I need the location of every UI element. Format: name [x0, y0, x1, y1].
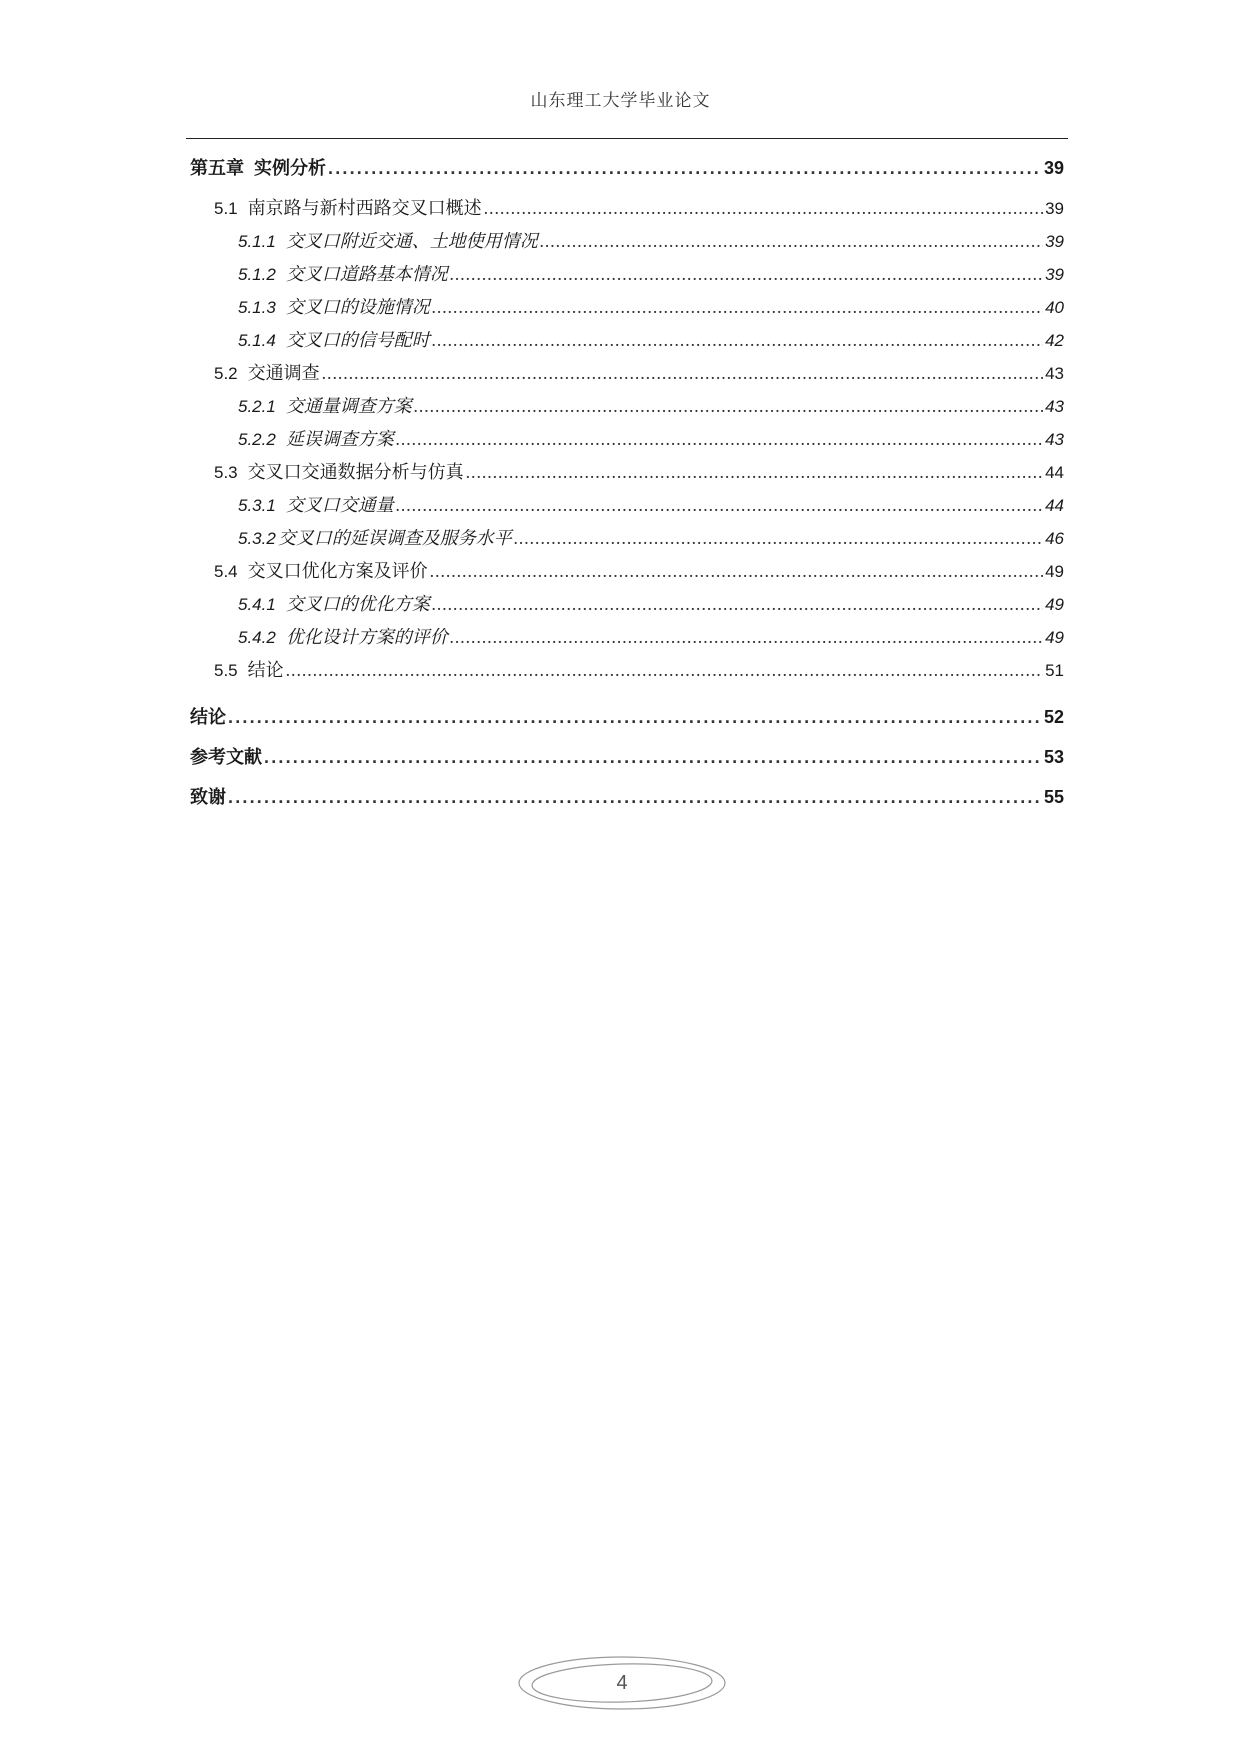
- toc-entry-number: 5.1.1: [238, 232, 276, 251]
- toc-entry-page: 42: [1045, 331, 1064, 350]
- toc-entry-5-1[interactable]: [190, 192, 1064, 225]
- dot-leader: [264, 741, 1042, 774]
- toc-entry-title: 交叉口道路基本情况: [285, 264, 448, 284]
- toc-entry-title: 参考文献: [190, 747, 262, 767]
- toc-entry-number: 5.4: [214, 562, 238, 581]
- toc-entry-number: 5.2.1: [238, 397, 276, 416]
- dot-leader: [430, 555, 1043, 588]
- table-of-contents: [190, 152, 1064, 814]
- toc-entry-page: 39: [1043, 158, 1064, 178]
- toc-entry-conclusion[interactable]: [190, 701, 1064, 734]
- toc-entry-page: 55: [1043, 787, 1064, 807]
- toc-entry-5-3-2[interactable]: [190, 522, 1064, 555]
- dot-leader: [432, 588, 1043, 621]
- toc-entry-title: 交叉口附近交通、土地使用情况: [285, 231, 538, 251]
- toc-entry-number: 5.3.1: [238, 496, 276, 515]
- dot-leader: [228, 781, 1042, 814]
- toc-entry-number: 5.2: [214, 364, 238, 383]
- toc-entry-page: 46: [1045, 529, 1064, 548]
- dot-leader: [466, 456, 1043, 489]
- toc-entry-number: 5.4.2: [238, 628, 276, 647]
- toc-entry-5-1-2[interactable]: [190, 258, 1064, 291]
- toc-entry-page: 40: [1045, 298, 1064, 317]
- dot-leader: [484, 192, 1043, 225]
- toc-entry-5-4[interactable]: [190, 555, 1064, 588]
- toc-entry-number: 5.4.1: [238, 595, 276, 614]
- toc-entry-page: 39: [1045, 265, 1064, 284]
- toc-entry-title: 交叉口交通数据分析与仿真: [247, 462, 464, 482]
- toc-entry-title: 结论: [190, 707, 226, 727]
- dot-leader: [432, 324, 1043, 357]
- toc-entry-number: 5.3.2: [238, 529, 276, 548]
- toc-entry-title: 南京路与新村西路交叉口概述: [247, 198, 482, 218]
- dot-leader: [450, 258, 1043, 291]
- toc-entry-page: 44: [1045, 496, 1064, 515]
- toc-entry-5-2-1[interactable]: [190, 390, 1064, 423]
- toc-entry-number: 5.1.2: [238, 265, 276, 284]
- dot-leader: [328, 152, 1042, 185]
- toc-entry-number: 第五章: [190, 158, 244, 178]
- toc-entry-title: 交通量调查方案: [285, 396, 412, 416]
- toc-entry-title: 结论: [247, 660, 284, 680]
- header-rule: [186, 138, 1068, 139]
- toc-entry-references[interactable]: [190, 741, 1064, 774]
- dot-leader: [514, 522, 1043, 555]
- dot-leader: [414, 390, 1043, 423]
- toc-entry-title: 交叉口的信号配时: [285, 330, 430, 350]
- toc-entry-title: 交叉口交通量: [285, 495, 394, 515]
- toc-entry-5-1-1[interactable]: [190, 225, 1064, 258]
- toc-entry-5-2-2[interactable]: [190, 423, 1064, 456]
- dot-leader: [396, 423, 1043, 456]
- toc-entry-5-1-4[interactable]: [190, 324, 1064, 357]
- toc-entry-page: 53: [1043, 747, 1064, 767]
- toc-entry-5-1-3[interactable]: [190, 291, 1064, 324]
- toc-entry-number: 5.3: [214, 463, 238, 482]
- dot-leader: [228, 701, 1042, 734]
- toc-entry-title: 交叉口的设施情况: [285, 297, 430, 317]
- toc-entry-number: 5.1.3: [238, 298, 276, 317]
- running-header: 山东理工大学毕业论文: [530, 91, 711, 110]
- toc-entry-title: 交叉口的延误调查及服务水平: [277, 528, 512, 548]
- toc-entry-page: 44: [1045, 463, 1064, 482]
- toc-entry-page: 52: [1043, 707, 1064, 727]
- toc-entry-acknowledgements[interactable]: [190, 781, 1064, 814]
- toc-entry-page: 43: [1045, 430, 1064, 449]
- toc-entry-5-5[interactable]: [190, 654, 1064, 687]
- page-number: 4: [616, 1672, 628, 1694]
- dot-leader: [322, 357, 1043, 390]
- toc-entry-page: 39: [1045, 199, 1064, 218]
- toc-entry-title: 交通调查: [247, 363, 320, 383]
- toc-entry-5-4-2[interactable]: [190, 621, 1064, 654]
- toc-entry-page: 51: [1045, 661, 1064, 680]
- dot-leader: [540, 225, 1043, 258]
- dot-leader: [450, 621, 1043, 654]
- toc-entry-title: 实例分析: [254, 158, 326, 178]
- toc-entry-page: 49: [1045, 562, 1064, 581]
- toc-entry-page: 39: [1045, 232, 1064, 251]
- toc-entry-number: 5.1.4: [238, 331, 276, 350]
- toc-entry-page: 49: [1045, 595, 1064, 614]
- toc-entry-page: 49: [1045, 628, 1064, 647]
- toc-entry-page: 43: [1045, 364, 1064, 383]
- page-number-badge: [517, 1655, 727, 1711]
- toc-entry-5-4-1[interactable]: [190, 588, 1064, 621]
- toc-entry-title: 交叉口的优化方案: [285, 594, 430, 614]
- dot-leader: [396, 489, 1043, 522]
- toc-entry-title: 优化设计方案的评价: [285, 627, 448, 647]
- dot-leader: [432, 291, 1043, 324]
- toc-entry-page: 43: [1045, 397, 1064, 416]
- toc-entry-5-3-1[interactable]: [190, 489, 1064, 522]
- toc-entry-title: 致谢: [190, 787, 226, 807]
- toc-entry-title: 交叉口优化方案及评价: [247, 561, 428, 581]
- dot-leader: [286, 654, 1043, 687]
- toc-entry-number: 5.5: [214, 661, 238, 680]
- toc-entry-5-3[interactable]: [190, 456, 1064, 489]
- toc-entry-number: 5.1: [214, 199, 238, 218]
- toc-entry-number: 5.2.2: [238, 430, 276, 449]
- toc-entry-title: 延误调查方案: [285, 429, 394, 449]
- toc-entry-chapter-5[interactable]: [190, 152, 1064, 185]
- toc-entry-5-2[interactable]: [190, 357, 1064, 390]
